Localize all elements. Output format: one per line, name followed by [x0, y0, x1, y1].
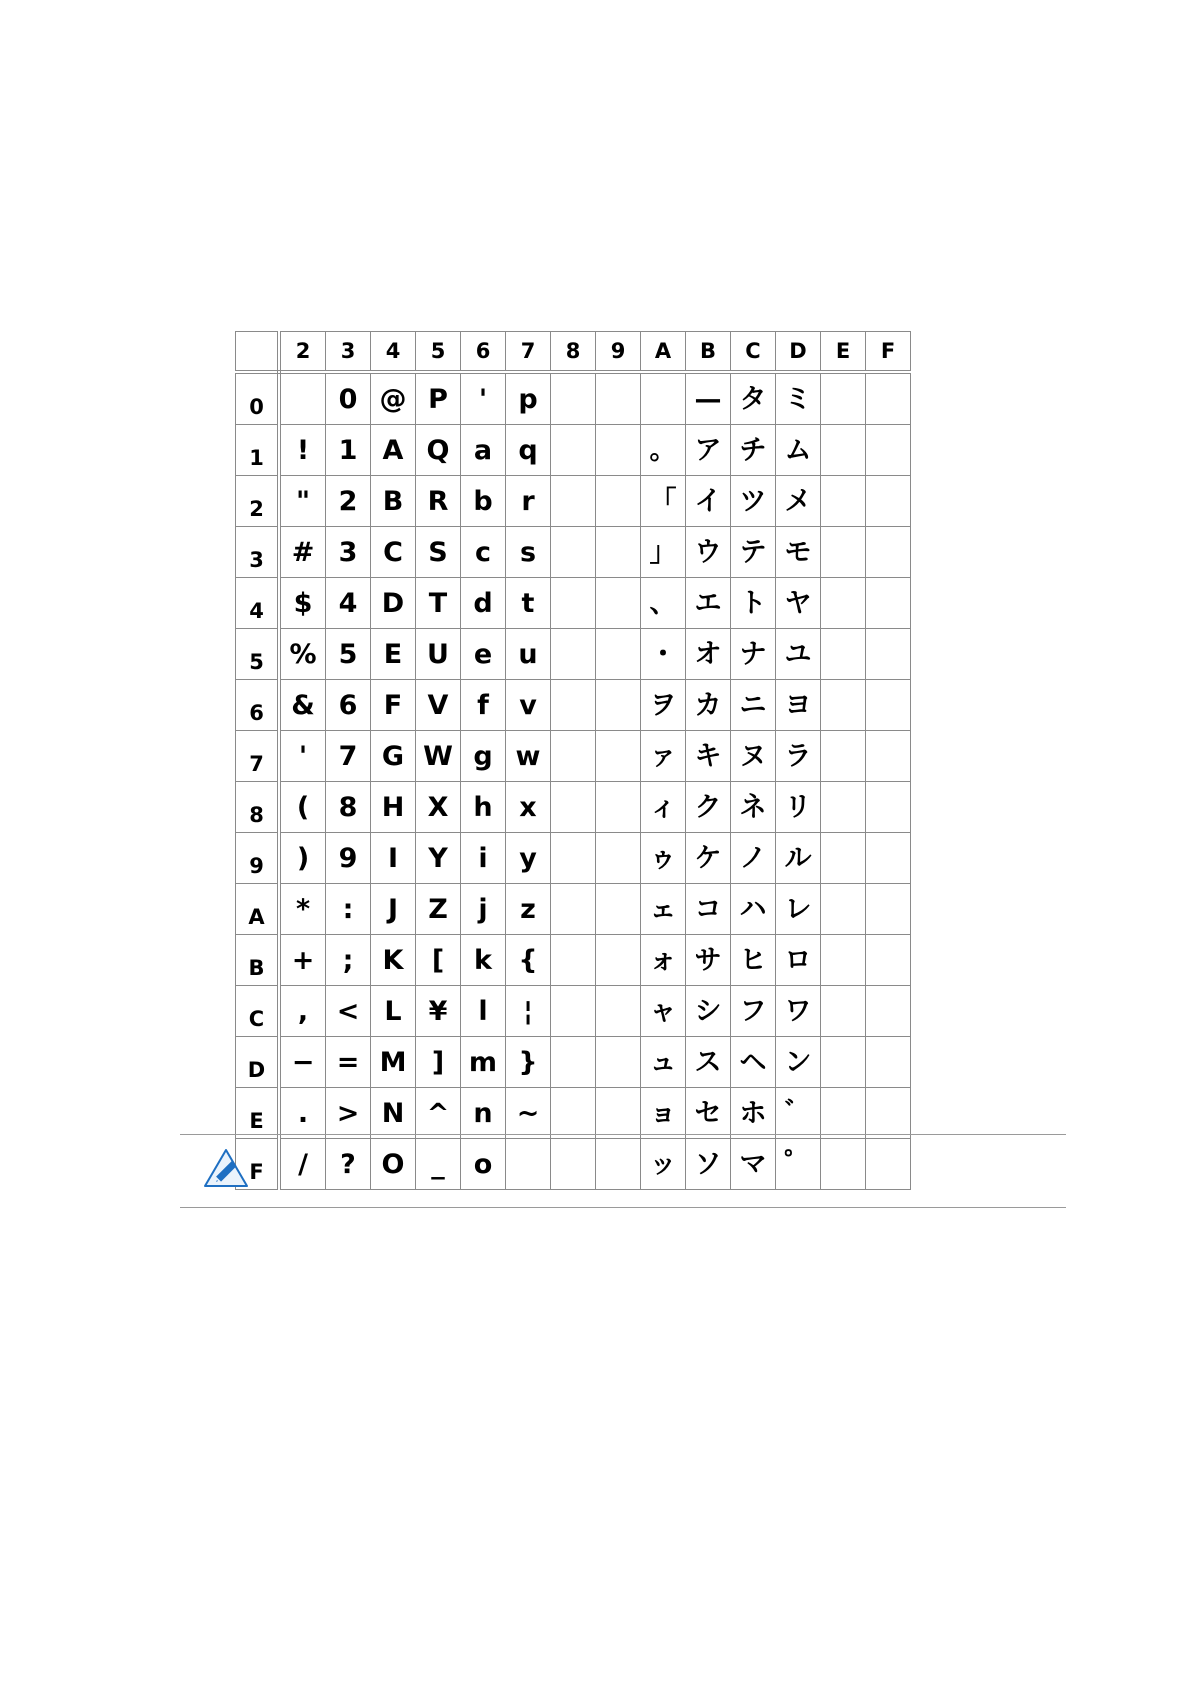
- char-cell: p: [506, 372, 551, 425]
- char-cell: [821, 372, 866, 425]
- char-cell: [821, 1088, 866, 1139]
- char-cell: テ: [731, 527, 776, 578]
- char-cell: [551, 372, 596, 425]
- row-header: C: [236, 986, 280, 1037]
- row-header: 9: [236, 833, 280, 884]
- char-cell: _: [416, 1139, 461, 1190]
- char-cell: ": [279, 476, 326, 527]
- char-cell: ロ: [776, 935, 821, 986]
- char-cell: [821, 782, 866, 833]
- char-cell: [821, 935, 866, 986]
- char-cell: ネ: [731, 782, 776, 833]
- char-cell: オ: [686, 629, 731, 680]
- char-cell: B: [371, 476, 416, 527]
- char-cell: [821, 680, 866, 731]
- column-header: A: [641, 332, 686, 373]
- char-cell: ォ: [641, 935, 686, 986]
- char-cell: [821, 884, 866, 935]
- char-cell: j: [461, 884, 506, 935]
- row-header: 2: [236, 476, 280, 527]
- char-cell: h: [461, 782, 506, 833]
- row-header: 3: [236, 527, 280, 578]
- char-cell: C: [371, 527, 416, 578]
- char-cell: q: [506, 425, 551, 476]
- char-cell: セ: [686, 1088, 731, 1139]
- char-cell: ク: [686, 782, 731, 833]
- table-row: [236, 986, 911, 1037]
- row-header: 1: [236, 425, 280, 476]
- char-cell: k: [461, 935, 506, 986]
- char-cell: ル: [776, 833, 821, 884]
- char-cell: [551, 1088, 596, 1139]
- char-cell: [551, 782, 596, 833]
- char-cell: [551, 1037, 596, 1088]
- char-cell: −: [279, 1037, 326, 1088]
- table-row: [236, 884, 911, 935]
- char-cell: #: [279, 527, 326, 578]
- table-row: [236, 680, 911, 731]
- char-cell: [821, 731, 866, 782]
- char-cell: T: [416, 578, 461, 629]
- row-header: 4: [236, 578, 280, 629]
- char-cell: i: [461, 833, 506, 884]
- char-cell: %: [279, 629, 326, 680]
- char-cell: カ: [686, 680, 731, 731]
- char-cell: [551, 578, 596, 629]
- char-cell: O: [371, 1139, 416, 1190]
- char-cell: [866, 782, 911, 833]
- char-cell: ィ: [641, 782, 686, 833]
- table-row: [236, 833, 911, 884]
- char-cell: {: [506, 935, 551, 986]
- char-cell: リ: [776, 782, 821, 833]
- char-cell: エ: [686, 578, 731, 629]
- char-cell: [866, 629, 911, 680]
- char-cell: b: [461, 476, 506, 527]
- char-cell: [551, 731, 596, 782]
- char-cell: t: [506, 578, 551, 629]
- char-cell: [866, 425, 911, 476]
- row-header: A: [236, 884, 280, 935]
- char-cell: [821, 1037, 866, 1088]
- char-cell: ,: [279, 986, 326, 1037]
- char-cell: [551, 527, 596, 578]
- char-cell: [866, 884, 911, 935]
- char-cell: ホ: [731, 1088, 776, 1139]
- table-row: [236, 629, 911, 680]
- character-code-table: [235, 331, 911, 1190]
- char-cell: g: [461, 731, 506, 782]
- char-cell: [551, 986, 596, 1037]
- char-cell: R: [416, 476, 461, 527]
- column-header: 2: [279, 332, 326, 373]
- char-cell: S: [416, 527, 461, 578]
- char-cell: ヒ: [731, 935, 776, 986]
- char-cell: ニ: [731, 680, 776, 731]
- char-cell: 7: [326, 731, 371, 782]
- char-cell: [866, 833, 911, 884]
- char-cell: [866, 731, 911, 782]
- char-cell: e: [461, 629, 506, 680]
- char-cell: [866, 476, 911, 527]
- char-cell: [866, 1037, 911, 1088]
- char-cell: ソ: [686, 1139, 731, 1190]
- char-cell: (: [279, 782, 326, 833]
- char-cell: X: [416, 782, 461, 833]
- char-cell: [596, 476, 641, 527]
- column-header: E: [821, 332, 866, 373]
- column-header: 9: [596, 332, 641, 373]
- char-cell: ア: [686, 425, 731, 476]
- char-cell: ワ: [776, 986, 821, 1037]
- char-cell: マ: [731, 1139, 776, 1190]
- char-cell: z: [506, 884, 551, 935]
- column-header: F: [866, 332, 911, 373]
- char-cell: =: [326, 1037, 371, 1088]
- char-cell: ュ: [641, 1037, 686, 1088]
- char-cell: Y: [416, 833, 461, 884]
- char-cell: v: [506, 680, 551, 731]
- char-cell: .: [279, 1088, 326, 1139]
- char-cell: >: [326, 1088, 371, 1139]
- char-cell: ハ: [731, 884, 776, 935]
- char-cell: [551, 680, 596, 731]
- column-header: 7: [506, 332, 551, 373]
- char-cell: [821, 425, 866, 476]
- char-cell: :: [326, 884, 371, 935]
- table-row: [236, 578, 911, 629]
- char-cell: ヤ: [776, 578, 821, 629]
- char-cell: [596, 527, 641, 578]
- char-cell: [596, 425, 641, 476]
- char-cell: ウ: [686, 527, 731, 578]
- char-cell: r: [506, 476, 551, 527]
- row-header: F: [236, 1139, 280, 1190]
- char-cell: ン: [776, 1037, 821, 1088]
- pencil-note-icon: [203, 1148, 249, 1188]
- char-cell: 「: [641, 476, 686, 527]
- char-cell: ト: [731, 578, 776, 629]
- char-cell: }: [506, 1037, 551, 1088]
- char-cell: D: [371, 578, 416, 629]
- char-cell: [596, 1088, 641, 1139]
- char-cell: [866, 372, 911, 425]
- char-cell: 5: [326, 629, 371, 680]
- char-cell: ユ: [776, 629, 821, 680]
- char-cell: [596, 680, 641, 731]
- char-cell: ': [279, 731, 326, 782]
- column-header: 3: [326, 332, 371, 373]
- column-header: C: [731, 332, 776, 373]
- table-row: [236, 372, 911, 425]
- row-header: 0: [236, 372, 280, 425]
- char-cell: J: [371, 884, 416, 935]
- char-cell: 9: [326, 833, 371, 884]
- char-cell: コ: [686, 884, 731, 935]
- char-cell: キ: [686, 731, 731, 782]
- column-header: 8: [551, 332, 596, 373]
- char-cell: ッ: [641, 1139, 686, 1190]
- char-cell: s: [506, 527, 551, 578]
- char-cell: H: [371, 782, 416, 833]
- row-header: D: [236, 1037, 280, 1088]
- char-cell: ?: [326, 1139, 371, 1190]
- char-cell: ヨ: [776, 680, 821, 731]
- char-cell: [551, 425, 596, 476]
- char-cell: x: [506, 782, 551, 833]
- char-cell: Q: [416, 425, 461, 476]
- char-cell: シ: [686, 986, 731, 1037]
- char-cell: *: [279, 884, 326, 935]
- char-cell: /: [279, 1139, 326, 1190]
- char-cell: F: [371, 680, 416, 731]
- char-cell: 3: [326, 527, 371, 578]
- char-cell: [866, 527, 911, 578]
- corner-cell: [236, 332, 280, 373]
- char-cell: &: [279, 680, 326, 731]
- table-row: [236, 935, 911, 986]
- char-cell: タ: [731, 372, 776, 425]
- table-row: [236, 782, 911, 833]
- char-cell: [641, 372, 686, 425]
- char-cell: ム: [776, 425, 821, 476]
- char-cell: ¦: [506, 986, 551, 1037]
- row-header: 6: [236, 680, 280, 731]
- char-cell: ': [461, 372, 506, 425]
- char-cell: 6: [326, 680, 371, 731]
- column-header: B: [686, 332, 731, 373]
- char-cell: 、: [641, 578, 686, 629]
- char-cell: モ: [776, 527, 821, 578]
- char-cell: <: [326, 986, 371, 1037]
- char-cell: ノ: [731, 833, 776, 884]
- char-cell: !: [279, 425, 326, 476]
- char-cell: Z: [416, 884, 461, 935]
- char-cell: l: [461, 986, 506, 1037]
- char-cell: I: [371, 833, 416, 884]
- char-cell: W: [416, 731, 461, 782]
- char-cell: [821, 578, 866, 629]
- char-cell: —: [686, 372, 731, 425]
- char-cell: ョ: [641, 1088, 686, 1139]
- char-cell: [821, 986, 866, 1037]
- char-cell: c: [461, 527, 506, 578]
- char-cell: [596, 578, 641, 629]
- char-cell: レ: [776, 884, 821, 935]
- char-cell: [821, 476, 866, 527]
- char-cell: ヌ: [731, 731, 776, 782]
- char-cell: ェ: [641, 884, 686, 935]
- char-cell: [596, 935, 641, 986]
- char-cell: ゛: [776, 1088, 821, 1139]
- char-cell: [596, 372, 641, 425]
- char-cell: w: [506, 731, 551, 782]
- char-cell: [866, 935, 911, 986]
- char-cell: n: [461, 1088, 506, 1139]
- char-cell: [279, 372, 326, 425]
- table-row: [236, 1088, 911, 1139]
- table-row: [236, 1037, 911, 1088]
- char-cell: 1: [326, 425, 371, 476]
- char-cell: [821, 629, 866, 680]
- char-cell: 8: [326, 782, 371, 833]
- char-cell: M: [371, 1037, 416, 1088]
- char-cell: [551, 476, 596, 527]
- char-cell: [596, 833, 641, 884]
- char-cell: [866, 1088, 911, 1139]
- char-cell: [596, 1037, 641, 1088]
- char-cell: ]: [416, 1037, 461, 1088]
- char-cell: 。: [641, 425, 686, 476]
- char-cell: G: [371, 731, 416, 782]
- row-header: 7: [236, 731, 280, 782]
- char-cell: U: [416, 629, 461, 680]
- char-cell: 0: [326, 372, 371, 425]
- table-row: [236, 476, 911, 527]
- char-cell: V: [416, 680, 461, 731]
- char-cell: [551, 629, 596, 680]
- char-cell: [866, 986, 911, 1037]
- char-cell: チ: [731, 425, 776, 476]
- char-cell: [596, 884, 641, 935]
- char-cell: [551, 935, 596, 986]
- char-cell: ナ: [731, 629, 776, 680]
- char-cell: ス: [686, 1037, 731, 1088]
- table-row: [236, 425, 911, 476]
- char-cell: K: [371, 935, 416, 986]
- table-row: [236, 527, 911, 578]
- char-cell: ラ: [776, 731, 821, 782]
- char-cell: [551, 833, 596, 884]
- char-cell: [596, 782, 641, 833]
- char-cell: ;: [326, 935, 371, 986]
- char-cell: [596, 731, 641, 782]
- column-header-row: [236, 332, 911, 373]
- row-header: E: [236, 1088, 280, 1139]
- char-cell: 」: [641, 527, 686, 578]
- column-header: 5: [416, 332, 461, 373]
- char-cell: f: [461, 680, 506, 731]
- char-cell: ァ: [641, 731, 686, 782]
- row-header: 8: [236, 782, 280, 833]
- row-header: B: [236, 935, 280, 986]
- char-cell: [: [416, 935, 461, 986]
- char-cell: 2: [326, 476, 371, 527]
- column-header: D: [776, 332, 821, 373]
- char-cell: ¥: [416, 986, 461, 1037]
- char-cell: [821, 833, 866, 884]
- char-cell: ヲ: [641, 680, 686, 731]
- char-cell: A: [371, 425, 416, 476]
- char-cell: +: [279, 935, 326, 986]
- char-cell: ): [279, 833, 326, 884]
- char-cell: 4: [326, 578, 371, 629]
- char-cell: @: [371, 372, 416, 425]
- char-cell: N: [371, 1088, 416, 1139]
- char-cell: メ: [776, 476, 821, 527]
- char-cell: L: [371, 986, 416, 1037]
- char-cell: E: [371, 629, 416, 680]
- table-row: [236, 731, 911, 782]
- char-cell: m: [461, 1037, 506, 1088]
- char-cell: [596, 986, 641, 1037]
- char-cell: [821, 527, 866, 578]
- char-cell: イ: [686, 476, 731, 527]
- char-cell: ツ: [731, 476, 776, 527]
- char-cell: ャ: [641, 986, 686, 1037]
- char-cell: ゥ: [641, 833, 686, 884]
- char-cell: ヘ: [731, 1037, 776, 1088]
- row-header: 5: [236, 629, 280, 680]
- char-cell: サ: [686, 935, 731, 986]
- char-cell: a: [461, 425, 506, 476]
- char-cell: o: [461, 1139, 506, 1190]
- char-cell: ミ: [776, 372, 821, 425]
- char-cell: フ: [731, 986, 776, 1037]
- char-cell: ケ: [686, 833, 731, 884]
- char-cell: [551, 884, 596, 935]
- char-cell: ・: [641, 629, 686, 680]
- char-cell: [866, 578, 911, 629]
- char-cell: u: [506, 629, 551, 680]
- char-cell: [866, 680, 911, 731]
- char-cell: ゜: [776, 1139, 821, 1190]
- char-cell: $: [279, 578, 326, 629]
- char-cell: d: [461, 578, 506, 629]
- char-cell: y: [506, 833, 551, 884]
- char-cell: [596, 629, 641, 680]
- note-box: [180, 1134, 1066, 1208]
- column-header: 6: [461, 332, 506, 373]
- char-cell: ~: [506, 1088, 551, 1139]
- char-cell: ^: [416, 1088, 461, 1139]
- column-header: 4: [371, 332, 416, 373]
- char-cell: P: [416, 372, 461, 425]
